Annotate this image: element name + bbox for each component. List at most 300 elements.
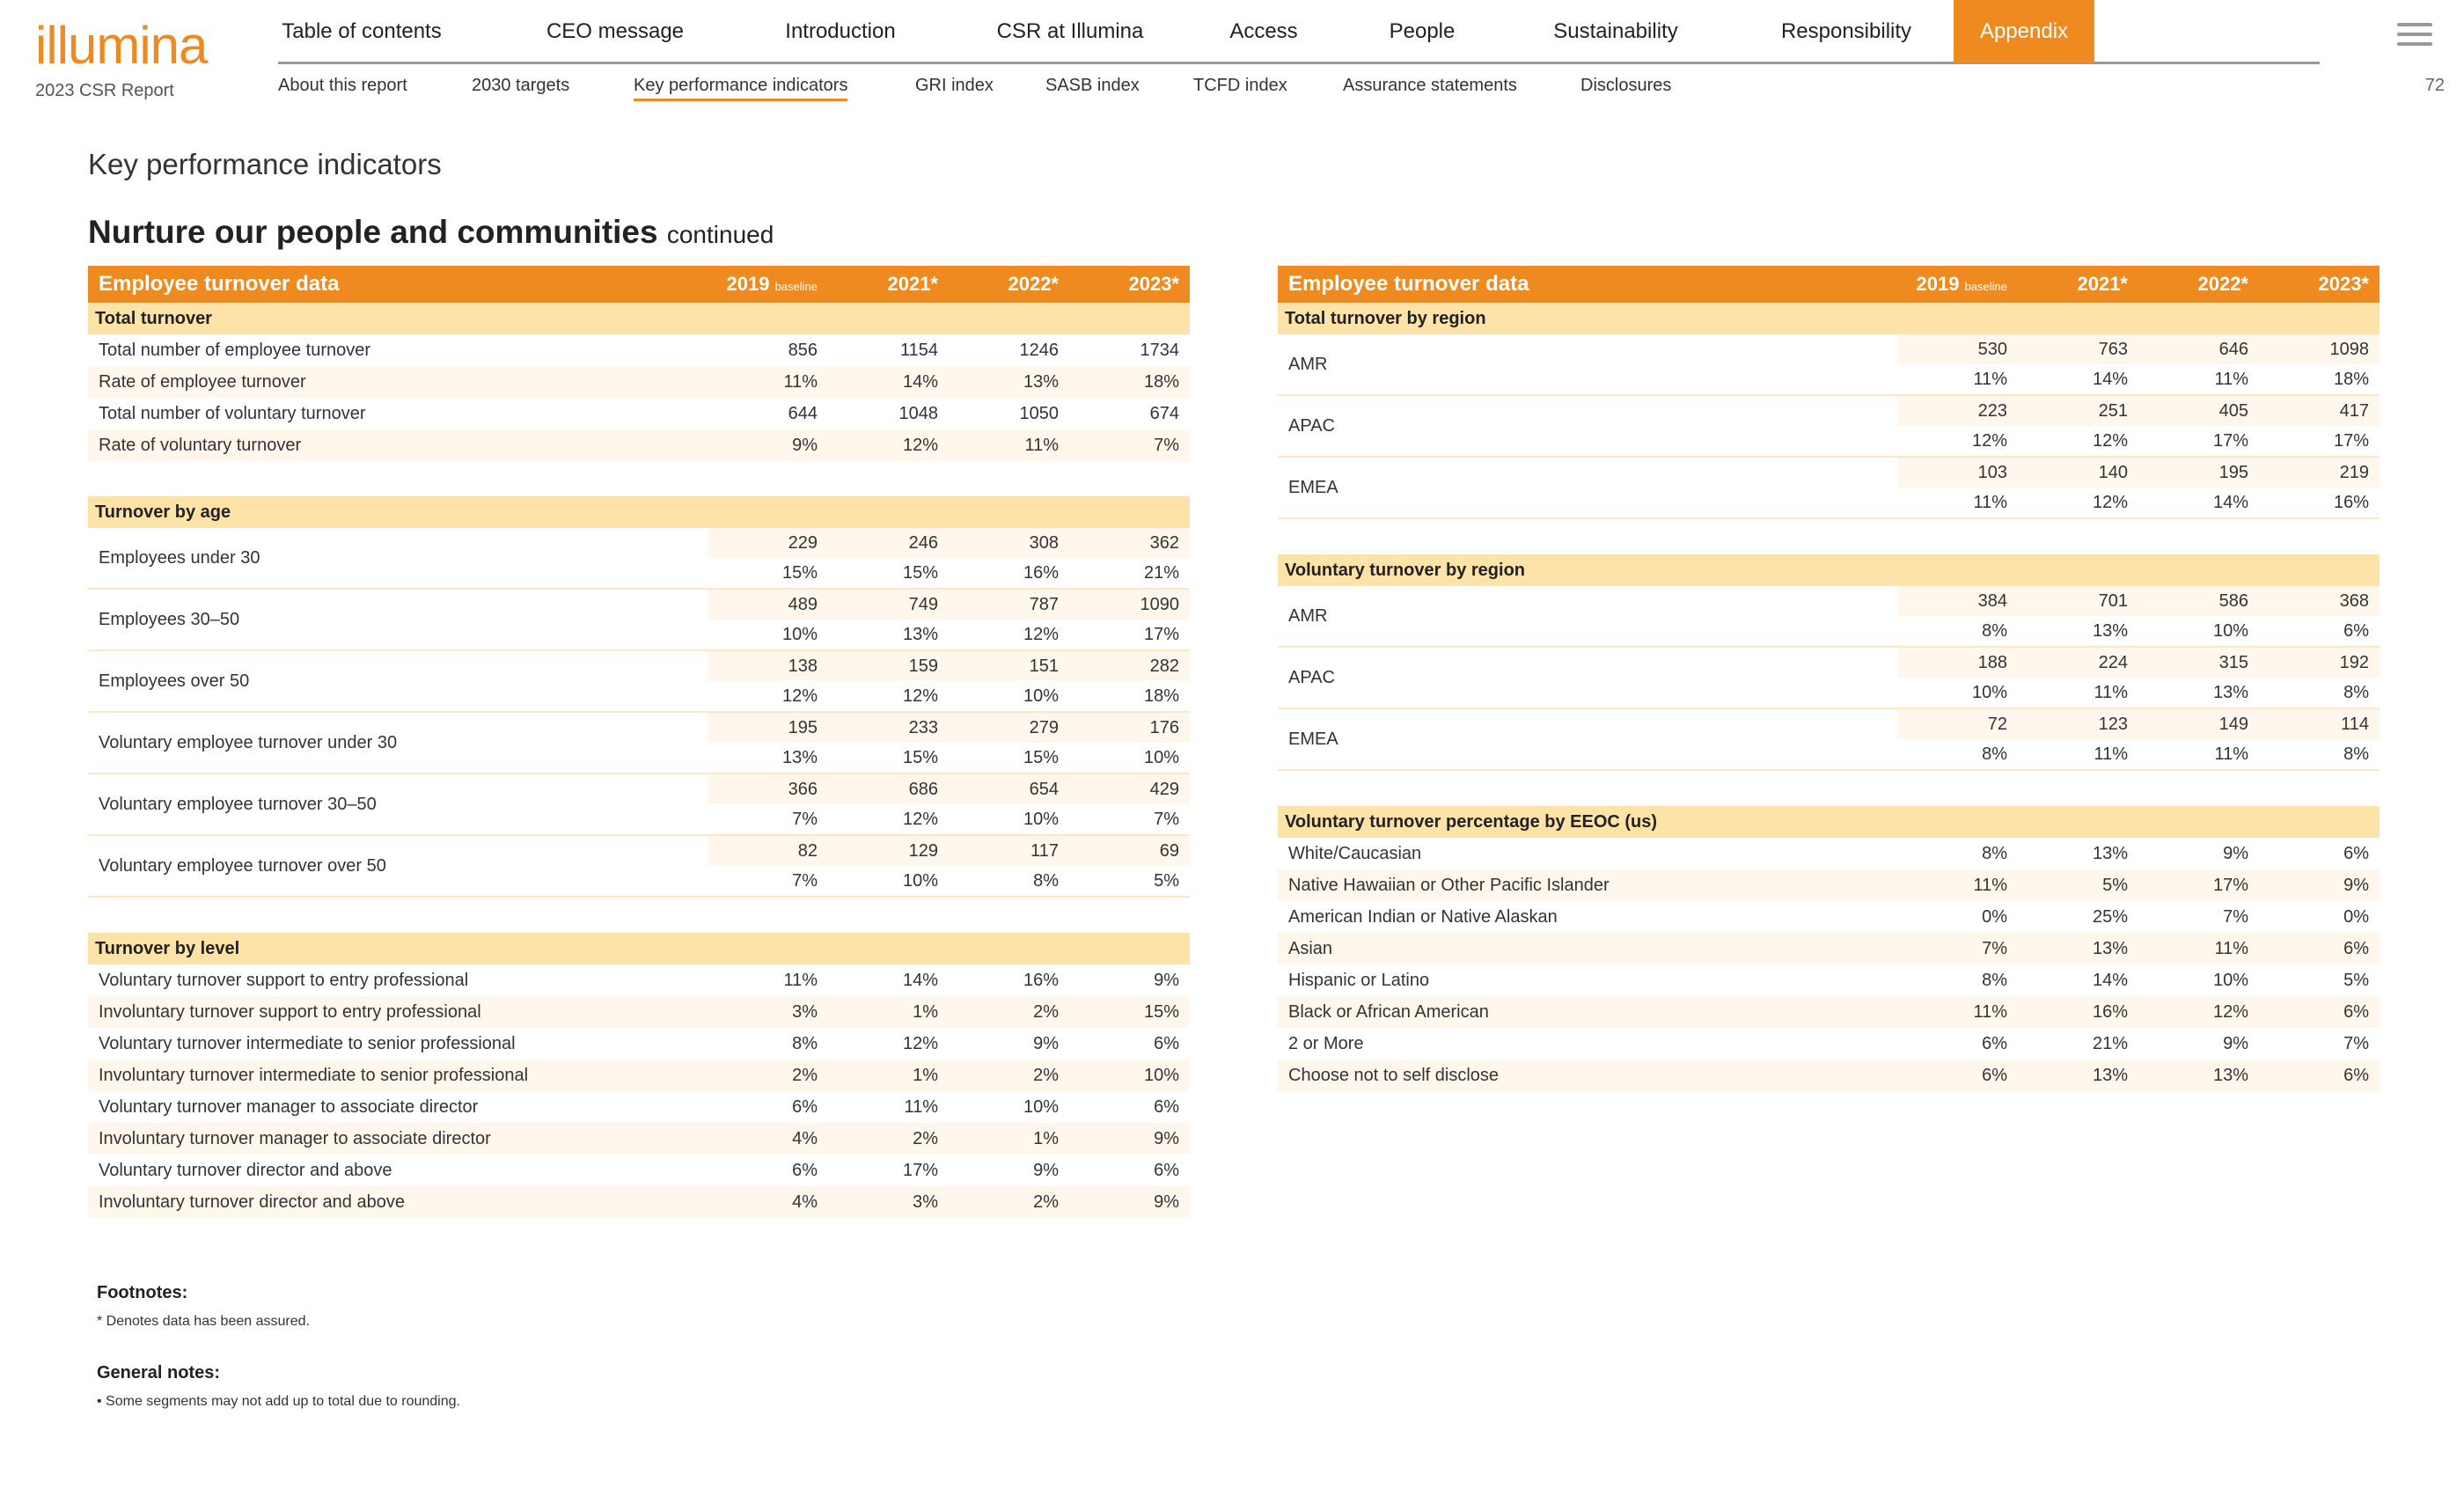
- row-label: AMR: [1288, 605, 1328, 626]
- row-label: White/Caucasian: [1288, 843, 1422, 863]
- value-lines: [708, 528, 1190, 588]
- rate-line: [708, 681, 1190, 711]
- row-label: Native Hawaiian or Other Pacific Islander: [1288, 875, 1610, 895]
- rate-cell: 11%: [2094, 744, 2128, 764]
- value-cell: 13%: [2092, 938, 2128, 958]
- rate-cell: 14%: [2212, 492, 2248, 512]
- section-title-suffix: continued: [666, 221, 774, 248]
- table-header-row: [88, 266, 1190, 303]
- rate-line: [708, 866, 1190, 896]
- subnav-2030-targets[interactable]: 2030 targets: [472, 76, 570, 95]
- rate-line: [708, 743, 1190, 773]
- brand-block: [35, 16, 208, 101]
- count-cell: 114: [2341, 714, 2369, 734]
- rate-cell: 10%: [1143, 747, 1179, 767]
- group-header: Voluntary turnover by region: [1278, 554, 2380, 586]
- rate-cell: 7%: [1154, 809, 1179, 829]
- value-cell: 13%: [2092, 1065, 2128, 1085]
- rate-cell: 6%: [2343, 620, 2369, 641]
- rate-cell: 11%: [1973, 492, 2007, 512]
- count-cell: 188: [1977, 652, 2007, 672]
- value-cell: 6%: [1154, 1096, 1179, 1117]
- value-cell: 4%: [792, 1128, 818, 1148]
- row-label: Asian: [1288, 938, 1333, 958]
- value-cell: 16%: [2092, 1001, 2128, 1022]
- count-cell: 1098: [2329, 339, 2369, 359]
- row-label: Total number of voluntary turnover: [99, 403, 366, 423]
- table-row: [1278, 996, 2380, 1028]
- row-label: Involuntary turnover intermediate to senior professional: [99, 1065, 529, 1085]
- year-label: 2019: [1916, 273, 1960, 295]
- table-header-row: [1278, 266, 2380, 303]
- count-cell: 103: [1977, 462, 2007, 482]
- count-cell: 149: [2218, 714, 2248, 734]
- value-cell: 5%: [2343, 970, 2369, 990]
- section-title-text: Nurture our people and communities: [88, 214, 658, 250]
- value-cell: 856: [788, 340, 818, 360]
- value-cell: 12%: [902, 1033, 938, 1053]
- count-cell: 654: [1029, 779, 1059, 799]
- row-label: Voluntary employee turnover 30–50: [99, 794, 377, 814]
- year-header-2: [949, 273, 1069, 296]
- value-cell: 6%: [1154, 1160, 1179, 1180]
- row-label: Rate of voluntary turnover: [99, 435, 302, 455]
- value-cell: 17%: [902, 1160, 938, 1180]
- count-cell: 82: [797, 840, 818, 861]
- count-cell: 405: [2218, 400, 2248, 421]
- table-row: [88, 1060, 1190, 1091]
- group-header: Total turnover: [88, 303, 1190, 334]
- rate-line: [1897, 426, 2380, 456]
- table-row: [88, 1091, 1190, 1123]
- count-cell: 159: [908, 656, 938, 676]
- value-cell: 9%: [1154, 1128, 1179, 1148]
- row-label: 2 or More: [1288, 1033, 1364, 1053]
- value-cell: 18%: [1143, 371, 1179, 392]
- value-lines: [1897, 334, 2380, 394]
- rate-cell: 12%: [781, 686, 818, 706]
- rate-cell: 16%: [2333, 492, 2369, 512]
- value-cell: 6%: [1982, 1065, 2007, 1085]
- report-year: 2023 CSR Report: [35, 81, 174, 100]
- baseline-label: baseline: [774, 280, 818, 293]
- nav-item-people[interactable]: People: [1389, 19, 1456, 43]
- count-cell: 224: [2098, 652, 2128, 672]
- row-label: Employees over 50: [99, 671, 250, 691]
- rate-cell: 15%: [902, 562, 938, 583]
- rate-cell: 11%: [1973, 369, 2007, 389]
- table-row: [88, 1028, 1190, 1060]
- rate-cell: 15%: [781, 562, 818, 583]
- value-cell: 0%: [2343, 906, 2369, 927]
- table-heading: Employee turnover data: [99, 272, 340, 296]
- value-cell: 8%: [792, 1033, 818, 1053]
- group-spacer: [1278, 519, 2380, 554]
- value-lines: [1897, 709, 2380, 769]
- value-cell: 7%: [2223, 906, 2248, 927]
- value-cell: 17%: [2212, 875, 2248, 895]
- table-row: [88, 651, 1190, 713]
- rate-cell: 11%: [2214, 744, 2248, 764]
- value-cell: 2%: [1033, 1001, 1059, 1022]
- count-cell: 315: [2218, 652, 2248, 672]
- value-cell: 7%: [2343, 1033, 2369, 1053]
- rate-line: [1897, 678, 2380, 708]
- subnav-disclosures[interactable]: Disclosures: [1580, 76, 1672, 95]
- illumina-logo[interactable]: illumina: [35, 16, 208, 75]
- table-row: [1278, 396, 2380, 458]
- table-row: [1278, 709, 2380, 771]
- row-label: Involuntary turnover director and above: [99, 1192, 405, 1212]
- rate-line: [708, 620, 1190, 649]
- rate-cell: 21%: [1143, 562, 1179, 583]
- value-cell: 5%: [2102, 875, 2128, 895]
- count-line: [708, 774, 1190, 804]
- value-cell: 16%: [1023, 970, 1059, 990]
- value-lines: [1897, 648, 2380, 708]
- table-row: [1278, 586, 2380, 648]
- count-line: [708, 713, 1190, 743]
- row-label: Voluntary employee turnover under 30: [99, 732, 398, 752]
- value-cell: 11%: [1973, 875, 2007, 895]
- year-label: 2022*: [2197, 273, 2248, 295]
- count-cell: 763: [2098, 339, 2128, 359]
- value-cell: 9%: [792, 435, 818, 455]
- table-row: [88, 1186, 1190, 1218]
- row-label: Voluntary turnover manager to associate director: [99, 1096, 479, 1117]
- value-cell: 13%: [2212, 1065, 2248, 1085]
- value-cell: 9%: [1033, 1033, 1059, 1053]
- year-header-1: [2018, 273, 2138, 296]
- year-label: 2019: [726, 273, 770, 295]
- value-cell: 0%: [1982, 906, 2007, 927]
- count-cell: 138: [788, 656, 818, 676]
- page-number: 72: [2424, 76, 2445, 95]
- value-lines: [708, 774, 1190, 834]
- count-cell: 417: [2339, 400, 2369, 421]
- rate-cell: 10%: [1023, 686, 1059, 706]
- subnav-assurance-statements[interactable]: Assurance statements: [1343, 76, 1517, 95]
- value-cell: 7%: [1154, 435, 1179, 455]
- subnav-about-this-report[interactable]: About this report: [278, 76, 407, 95]
- rate-line: [708, 558, 1190, 588]
- value-cell: 9%: [2343, 875, 2369, 895]
- row-label: EMEA: [1288, 729, 1338, 749]
- table-row: [1278, 1028, 2380, 1060]
- value-cell: 21%: [2092, 1033, 2128, 1053]
- row-label: EMEA: [1288, 477, 1338, 497]
- value-cell: 2%: [1033, 1065, 1059, 1085]
- rate-cell: 18%: [1143, 686, 1179, 706]
- row-label: Involuntary turnover manager to associate director: [99, 1128, 491, 1148]
- row-label: Voluntary turnover director and above: [99, 1160, 392, 1180]
- rate-cell: 13%: [2212, 682, 2248, 702]
- table-row: [88, 1123, 1190, 1155]
- count-cell: 749: [908, 594, 938, 614]
- rate-cell: 7%: [792, 809, 818, 829]
- value-cell: 1%: [913, 1001, 938, 1022]
- nav-item-responsibility[interactable]: Responsibility: [1780, 19, 1912, 43]
- value-cell: 1%: [1033, 1128, 1059, 1148]
- subnav-gri-index[interactable]: GRI index: [915, 76, 994, 95]
- nav-item-access[interactable]: Access: [1229, 19, 1298, 43]
- rate-cell: 12%: [1971, 430, 2007, 451]
- table-row: [88, 429, 1190, 461]
- rate-line: [1897, 616, 2380, 646]
- value-cell: 3%: [792, 1001, 818, 1022]
- value-cell: 6%: [1982, 1033, 2007, 1053]
- value-cell: 2%: [1033, 1192, 1059, 1212]
- value-cell: 6%: [2343, 843, 2369, 863]
- rate-cell: 10%: [2212, 620, 2248, 641]
- count-cell: 787: [1029, 594, 1059, 614]
- count-cell: 69: [1159, 840, 1179, 861]
- table-row: [88, 590, 1190, 651]
- general-notes-title: General notes:: [97, 1363, 221, 1382]
- rate-cell: 10%: [1023, 809, 1059, 829]
- count-cell: 1090: [1140, 594, 1179, 614]
- rate-cell: 8%: [1982, 744, 2007, 764]
- subnav-sasb-index[interactable]: SASB index: [1045, 76, 1140, 95]
- table-row: [1278, 964, 2380, 996]
- value-cell: 1734: [1140, 340, 1179, 360]
- value-cell: 12%: [902, 435, 938, 455]
- value-cell: 7%: [1982, 938, 2007, 958]
- rate-line: [1897, 739, 2380, 769]
- year-header-0: [708, 273, 828, 296]
- rate-cell: 8%: [1982, 620, 2007, 641]
- count-cell: 129: [908, 840, 938, 861]
- table-heading: Employee turnover data: [1288, 272, 1529, 296]
- table-row: [88, 836, 1190, 898]
- page-title: Key performance indicators: [88, 148, 442, 180]
- nav-item-sustainability[interactable]: Sustainability: [1553, 19, 1678, 43]
- count-cell: 223: [1977, 400, 2007, 421]
- table-row: [88, 398, 1190, 429]
- year-header-3: [1069, 273, 1190, 296]
- value-lines: [1897, 586, 2380, 646]
- footnote-assured: * Denotes data has been assured.: [97, 1314, 310, 1329]
- row-label: Voluntary turnover support to entry professional: [99, 970, 469, 990]
- value-lines: [708, 836, 1190, 896]
- subnav-key-performance-indicators[interactable]: Key performance indicators: [634, 76, 847, 101]
- rate-cell: 15%: [902, 747, 938, 767]
- table-row: [88, 1155, 1190, 1186]
- row-label: Voluntary employee turnover over 50: [99, 855, 386, 876]
- footnotes: [97, 1283, 1153, 1410]
- count-cell: 176: [1149, 717, 1179, 737]
- group-spacer: [88, 898, 1190, 933]
- year-label: 2023*: [2318, 273, 2369, 295]
- year-label: 2023*: [1128, 273, 1179, 295]
- value-cell: 1246: [1019, 340, 1059, 360]
- rate-cell: 7%: [792, 870, 818, 891]
- rate-cell: 10%: [781, 624, 818, 644]
- year-header-2: [2138, 273, 2259, 296]
- baseline-label: baseline: [1964, 280, 2007, 293]
- value-cell: 10%: [2212, 970, 2248, 990]
- count-cell: 219: [2339, 462, 2369, 482]
- group-header: Turnover by age: [88, 496, 1190, 528]
- year-label: 2022*: [1008, 273, 1059, 295]
- value-cell: 9%: [1154, 1192, 1179, 1212]
- row-label: Choose not to self disclose: [1288, 1065, 1500, 1085]
- value-cell: 1048: [898, 403, 938, 423]
- count-line: [1897, 709, 2380, 739]
- value-lines: [1897, 396, 2380, 456]
- value-cell: 10%: [1143, 1065, 1179, 1085]
- row-label: American Indian or Native Alaskan: [1288, 906, 1558, 927]
- count-cell: 586: [2218, 590, 2248, 611]
- value-lines: [708, 590, 1190, 649]
- value-cell: 6%: [1154, 1033, 1179, 1053]
- value-cell: 4%: [792, 1192, 818, 1212]
- count-cell: 151: [1029, 656, 1059, 676]
- rate-line: [1897, 364, 2380, 394]
- value-cell: 1%: [913, 1065, 938, 1085]
- count-line: [1897, 334, 2380, 364]
- rate-cell: 13%: [781, 747, 818, 767]
- employee-turnover-table-left: [88, 266, 1190, 1218]
- rate-line: [1897, 488, 2380, 517]
- rate-cell: 10%: [902, 870, 938, 891]
- rate-cell: 13%: [902, 624, 938, 644]
- value-cell: 10%: [1023, 1096, 1059, 1117]
- count-cell: 368: [2339, 590, 2369, 611]
- count-cell: 530: [1977, 339, 2007, 359]
- count-cell: 251: [2098, 400, 2128, 421]
- value-cell: 9%: [1033, 1160, 1059, 1180]
- row-label: APAC: [1288, 415, 1335, 436]
- table-row: [88, 366, 1190, 398]
- table-row: [88, 774, 1190, 836]
- row-label: Hispanic or Latino: [1288, 970, 1430, 990]
- year-header-3: [2259, 273, 2380, 296]
- rate-cell: 16%: [1023, 562, 1059, 583]
- count-cell: 686: [908, 779, 938, 799]
- year-label: 2021*: [2077, 273, 2128, 295]
- value-cell: 2%: [913, 1128, 938, 1148]
- count-line: [708, 590, 1190, 620]
- count-line: [708, 836, 1190, 866]
- count-cell: 308: [1029, 532, 1059, 553]
- count-cell: 72: [1987, 714, 2007, 734]
- rate-cell: 12%: [902, 686, 938, 706]
- top-nav: [278, 0, 2320, 64]
- value-cell: 6%: [792, 1160, 818, 1180]
- value-cell: 8%: [1982, 970, 2007, 990]
- count-cell: 282: [1149, 656, 1179, 676]
- table-row: [1278, 1060, 2380, 1091]
- value-cell: 15%: [1143, 1001, 1179, 1022]
- rate-line: [708, 804, 1190, 834]
- rate-cell: 18%: [2333, 369, 2369, 389]
- value-cell: 644: [788, 403, 818, 423]
- count-line: [1897, 648, 2380, 678]
- value-cell: 11%: [904, 1096, 938, 1117]
- group-header: Total turnover by region: [1278, 303, 2380, 334]
- group-spacer: [1278, 771, 2380, 806]
- table-row: [1278, 933, 2380, 964]
- nav-item-csr-at-illumina[interactable]: CSR at Illumina: [996, 19, 1144, 43]
- row-label: Black or African American: [1288, 1001, 1489, 1022]
- group-header: Turnover by level: [88, 933, 1190, 964]
- value-cell: 14%: [902, 970, 938, 990]
- rate-cell: 12%: [1023, 624, 1059, 644]
- value-cell: 11%: [2214, 938, 2248, 958]
- count-cell: 429: [1149, 779, 1179, 799]
- value-cell: 25%: [2092, 906, 2128, 927]
- rate-cell: 8%: [1033, 870, 1059, 891]
- rate-cell: 5%: [1154, 870, 1179, 891]
- nav-item-introduction[interactable]: Introduction: [785, 19, 896, 43]
- count-cell: 489: [788, 594, 818, 614]
- hamburger-menu-icon[interactable]: [2397, 23, 2432, 46]
- row-label: AMR: [1288, 354, 1328, 374]
- footnotes-title: Footnotes:: [97, 1283, 188, 1302]
- count-cell: 123: [2098, 714, 2128, 734]
- rate-cell: 12%: [2092, 492, 2128, 512]
- count-cell: 366: [788, 779, 818, 799]
- value-cell: 14%: [902, 371, 938, 392]
- value-cell: 6%: [2343, 1001, 2369, 1022]
- nav-item-ceo-message[interactable]: CEO message: [546, 19, 685, 43]
- year-label: 2021*: [887, 273, 938, 295]
- row-label: Voluntary turnover intermediate to senior professional: [99, 1033, 516, 1053]
- value-cell: 3%: [913, 1192, 938, 1212]
- count-cell: 646: [2218, 339, 2248, 359]
- value-cell: 11%: [783, 970, 818, 990]
- table-row: [1278, 838, 2380, 869]
- row-label: Employees 30–50: [99, 609, 240, 629]
- table-row: [88, 334, 1190, 366]
- value-cell: 9%: [2223, 843, 2248, 863]
- count-cell: 246: [908, 532, 938, 553]
- value-lines: [708, 713, 1190, 773]
- count-line: [1897, 458, 2380, 488]
- count-line: [1897, 396, 2380, 426]
- rate-cell: 12%: [2092, 430, 2128, 451]
- count-cell: 195: [788, 717, 818, 737]
- group-header: Voluntary turnover percentage by EEOC (us): [1278, 806, 2380, 838]
- value-cell: 12%: [2212, 1001, 2248, 1022]
- rate-cell: 8%: [2343, 682, 2369, 702]
- count-cell: 279: [1029, 717, 1059, 737]
- table-row: [88, 996, 1190, 1028]
- table-row: [88, 528, 1190, 590]
- year-header-0: [1897, 273, 2018, 296]
- rate-cell: 17%: [1143, 624, 1179, 644]
- count-cell: 233: [908, 717, 938, 737]
- count-cell: 140: [2098, 462, 2128, 482]
- value-cell: 11%: [1973, 1001, 2007, 1022]
- rate-cell: 11%: [2094, 682, 2128, 702]
- nav-item-table-of-contents[interactable]: Table of contents: [282, 19, 442, 43]
- subnav-tcfd-index[interactable]: TCFD index: [1193, 76, 1287, 95]
- rate-cell: 11%: [2214, 369, 2248, 389]
- count-cell: 195: [2218, 462, 2248, 482]
- count-line: [708, 528, 1190, 558]
- value-cell: 11%: [1024, 435, 1059, 455]
- nav-item-appendix[interactable]: Appendix: [1954, 0, 2094, 63]
- rate-cell: 14%: [2092, 369, 2128, 389]
- rate-cell: 17%: [2333, 430, 2369, 451]
- section-title: [88, 214, 774, 251]
- count-line: [1897, 586, 2380, 616]
- row-label: Total number of employee turnover: [99, 340, 371, 360]
- count-cell: 192: [2339, 652, 2369, 672]
- row-label: APAC: [1288, 667, 1335, 687]
